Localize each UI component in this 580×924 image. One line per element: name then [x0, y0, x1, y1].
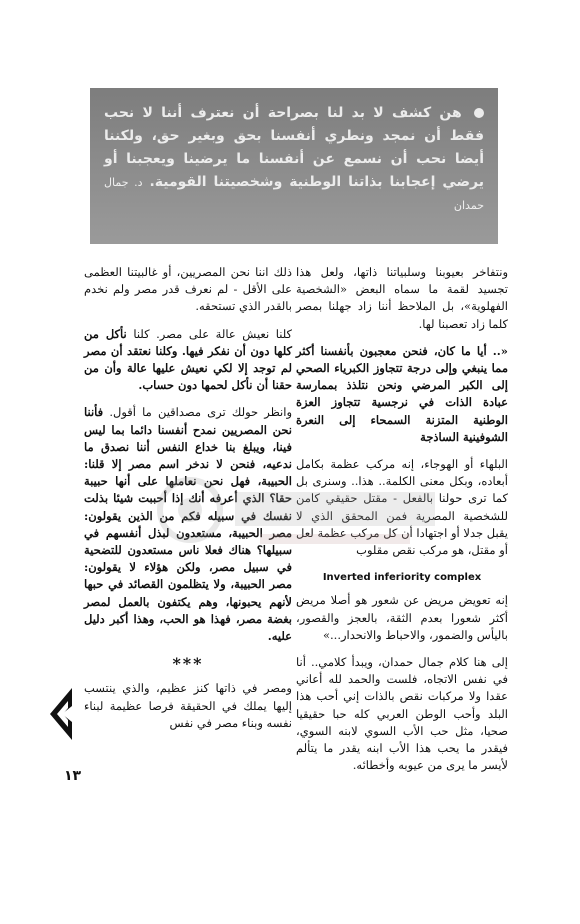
paragraph: ونتفاخر بعيوبنا وسلبياتنا ذاتها، ولعل هذا تجسيد لقمة ما سماه البعض «الشخصية الفهلوية»، بل الملاحظ أننا زاد جهلنا بمصر كلما زاد تعصبنا لها.	[296, 265, 508, 331]
left-arrow-marker-icon	[48, 684, 74, 744]
paragraph: ومصر في ذاتها كنز عظيم، والذي ينتسب إليها يملك في الحقيقة فرصا عظيمة لبناء نفسه وبناء مصر في نفس	[84, 681, 292, 730]
paragraph: إنه تعويض مريض عن شعور هو أصلا مريض أكثر شعورا بعدم الثقة، بالعجز والقصور، باليأس والضمور، والاحباط والانحدار...»	[296, 593, 508, 642]
paragraph: البلهاء أو الهوجاء، إنه مركب عظمة بكامل أبعاده، وبكل معنى الكلمة.. هذا.. وسنرى بل كما ترى حولنا بالفعل - مقتل حقيقي كامن للشخصية المصرية فمن المحقق الذي لا يقبل جدلا أو اجتهادا أن كل مركب عظمة لعل أو مقتل، هو مركب نقص مقلوب	[296, 457, 508, 558]
quote-text: هن كشف لا بد لنا بصراحة أن نعترف أننا لا نحب فقط أن نمجد ونطري أنفسنا بحق وبغير حق، ولكننا أيضا نحب أن نسمع عن أنفسنا ما يرضينا ويعجبنا أو يرضي إعجابنا بذاتنا الوطنية وشخصيتنا القومية.	[104, 105, 484, 190]
paragraph: إلى هنا كلام جمال حمدان، ويبدأ كلامي.. أنا في نفس الاتجاه، فلست والحمد لله أعاني عقدا ولا مركبات نقص بالذات إني أحب هذا البلد وأحب الوطن العربي كله حبا حقيقيا صحيا، مثل حب الأب السوي لابنه السوي، فيقدر ما يحب هذا الأب ابنه يقدر ما يتألم لأيسر ما يرى من عيوبه وأخطائه.	[296, 655, 508, 773]
quote-banner-text	[104, 102, 484, 217]
paragraph: ذلك اننا نحن المصريين، أو غالبيتنا العظمى على الأقل - لم نعرف قدر مصر ولم نخدم بالقدر الذي تستحقه.	[84, 265, 292, 314]
paragraph-mixed	[84, 326, 292, 395]
quote-attribution: د. جمال حمدان	[104, 176, 484, 212]
english-subheading: Inverted inferiority complex	[322, 572, 482, 584]
text-column-right	[296, 264, 508, 784]
bullet-icon	[474, 108, 484, 118]
quote-banner	[90, 88, 498, 244]
paragraph-bold: نأكل من كلها دون أن نفكر فيها. وكلنا نعتقد أن مصر لم توجد إلا لكي نعيش عليها عالة وأن من حقنا أن نأكل لحمها دون حساب.	[84, 326, 292, 393]
paragraph-bold: فأننا نحن المصريين نمدح أنفسنا دائما بما ليس فينا، ويبلغ بنا خداع النفس أننا نصدق ما ندعيه، فنحن لا ندخر اسم مصر إلا قلنا: الحبيبة، فهل نحن نعاملها على أنها حبيبة حقا؟ الذي أعرفه أنك إذا أحببت شيئا بذلت نفسك في سبيله فكم من الذين يقولون: مصر الحبيبة، مستعدون لبذل أنفسهم في سبيلها؟ هناك فعلا ناس مستعدون للتضحية في سبيل مصر، ولكن هؤلاء لا يقولون: مصر الحبيبة، ولا يتظلمون القصائد في حبها لأنهم يحبونها، وهم يكتفون بالعمل لمصر بغضة مصر، فهذا هو الحب، وهذا أكبر دليل عليه.	[84, 405, 292, 644]
page-number: ١٣	[64, 768, 82, 784]
paragraph-lead: كلنا نعيش عالة على مصر. كلنا	[133, 326, 293, 341]
paragraph-lead: وانظر حولك ترى مصداقين ما أقول.	[109, 405, 292, 420]
paragraph-mixed	[84, 404, 292, 645]
paragraph-quote-bold: «.. أيا ما كان، فنحن معجبون بأنفسنا أكثر مما ينبغي وإلى درجة تتجاوز الكبرياء الصحي إلى الكبر المرضي ونحن نتلذذ بممارسة عبادة الذات في نرجسية تتجاوز العزة الوطنية المتزنة السمحاء إلى النعرة الشوفينية الساذجة	[296, 343, 508, 444]
section-divider-stars: ***	[172, 654, 204, 674]
text-column-left	[84, 264, 292, 742]
